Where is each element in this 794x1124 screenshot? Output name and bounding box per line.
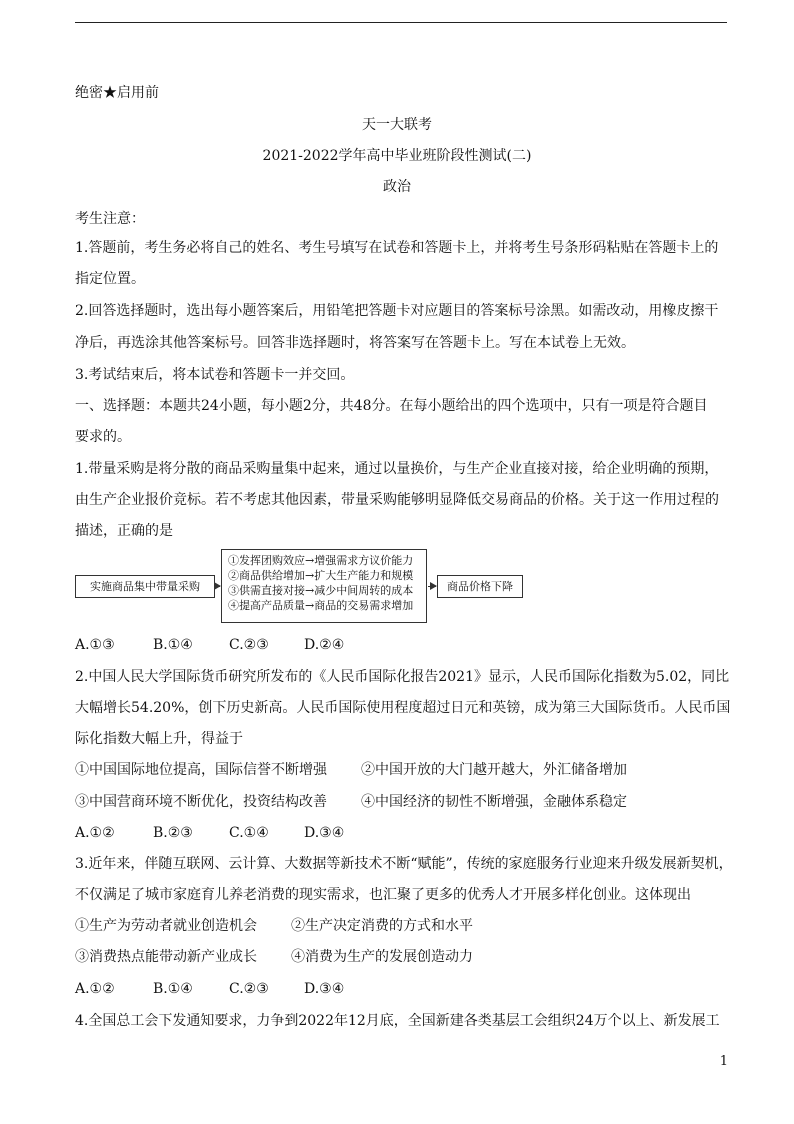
q1-diagram-arrow-left — [214, 586, 220, 587]
q3-items-row1 — [75, 917, 473, 935]
q3-items-row2 — [75, 948, 473, 966]
q2-items-row1 — [75, 761, 627, 779]
q1-diagram-item: ③供需直接对接→减少中间周转的成本 — [228, 584, 414, 597]
q3-item-4: ④消费为生产的发展创造动力 — [291, 949, 473, 965]
q2-stem-c: 际化指数大幅上升，得益于 — [75, 731, 243, 747]
q2-item-2: ②中国开放的大门越开越大，外汇储备增加 — [361, 762, 627, 778]
notice-2a: 2.回答选择题时，选出每小题答案后，用铅笔把答题卡对应题目的答案标号涂黑。如需改动，用橡皮擦干 — [75, 303, 719, 319]
option-a[interactable]: A.①② — [75, 825, 115, 841]
option-b[interactable]: B.①④ — [153, 981, 193, 997]
q1-stem-b: 由生产企业报价竞标。若不考虑其他因素，带量采购能够明显降低交易商品的价格。关于这一作用过程的 — [75, 492, 719, 508]
option-a[interactable]: A.①③ — [75, 637, 115, 653]
q1-stem-a: 1.带量采购是将分散的商品采购量集中起来，通过以量换价，与生产企业直接对接，给企业明确的预期， — [75, 461, 719, 477]
exam-org: 天一大联考 — [362, 117, 432, 133]
page-number: 1 — [719, 1054, 728, 1069]
exam-subject: 政治 — [383, 179, 411, 195]
option-b[interactable]: B.①④ — [153, 637, 193, 653]
option-c[interactable]: C.②③ — [229, 637, 269, 653]
notice-heading: 考生注意： — [75, 211, 145, 227]
q1-diagram-item: ④提高产品质量→商品的交易需求增加 — [228, 599, 414, 612]
option-c[interactable]: C.②③ — [229, 981, 269, 997]
q1-diagram-item: ①发挥团购效应→增强需求方议价能力 — [228, 554, 414, 567]
q3-stem-a: 3.近年来，伴随互联网、云计算、大数据等新技术不断“赋能”，传统的家庭服务行业迎来升级发展新契机， — [75, 856, 733, 872]
q1-diagram-right-box: 商品价格下降 — [437, 575, 523, 598]
q1-options — [75, 636, 344, 654]
q3-stem-b: 不仅满足了城市家庭育儿养老消费的现实需求，也汇聚了更多的优秀人才开展多样化创业。这体现出 — [75, 887, 691, 903]
q1-diagram-arrow-right — [428, 586, 436, 587]
q1-diagram-item: ②商品供给增加→扩大生产能力和规模 — [228, 569, 414, 582]
option-d[interactable]: D.②④ — [304, 637, 345, 653]
option-d[interactable]: D.③④ — [304, 981, 345, 997]
option-d[interactable]: D.③④ — [304, 825, 345, 841]
notice-3: 3.考试结束后，将本试卷和答题卡一并交回。 — [75, 367, 355, 383]
q3-item-1: ①生产为劳动者就业创造机会 — [75, 918, 257, 934]
q1-diagram-left-box: 实施商品集中带量采购 — [75, 575, 215, 598]
q2-item-3: ③中国营商环境不断优化，投资结构改善 — [75, 794, 327, 810]
option-c[interactable]: C.①④ — [229, 825, 269, 841]
exam-title: 2021-2022学年高中毕业班阶段性测试(二) — [262, 148, 532, 164]
q1-diagram-mid-box — [221, 549, 427, 623]
q3-options — [75, 980, 344, 998]
section-heading-a: 一、选择题：本题共24小题，每小题2分，共48分。在每小题给出的四个选项中，只有一项是符合题目 — [75, 398, 708, 414]
q2-stem-a: 2.中国人民大学国际货币研究所发布的《人民币国际化报告2021》显示，人民币国际化指数为5.02，同比 — [75, 669, 730, 685]
q4-stem-a: 4.全国总工会下发通知要求，力争到2022年12月底，全国新建各类基层工会组织24万个以上、新发展工 — [75, 1013, 720, 1029]
option-a[interactable]: A.①② — [75, 981, 115, 997]
q2-item-1: ①中国国际地位提高，国际信誉不断增强 — [75, 762, 327, 778]
section-heading-b: 要求的。 — [75, 429, 131, 445]
q2-items-row2 — [75, 793, 627, 811]
q2-stem-b: 大幅增长54.20%，创下历史新高。人民币国际使用程度超过日元和英镑，成为第三大国际货币。人民币国 — [75, 700, 731, 716]
q3-item-3: ③消费热点能带动新产业成长 — [75, 949, 257, 965]
q3-item-2: ②生产决定消费的方式和水平 — [291, 918, 473, 934]
q2-item-4: ④中国经济的韧性不断增强，金融体系稳定 — [361, 794, 627, 810]
notice-2b: 净后，再选涂其他答案标号。回答非选择题时，将答案写在答题卡上。写在本试卷上无效。 — [75, 335, 635, 351]
option-b[interactable]: B.②③ — [153, 825, 193, 841]
secret-label: 绝密★启用前 — [75, 85, 159, 101]
notice-1b: 指定位置。 — [75, 271, 145, 287]
notice-1a: 1.答题前，考生务必将自己的姓名、考生号填写在试卷和答题卡上，并将考生号条形码粘贴在答题卡上的 — [75, 240, 719, 256]
q1-stem-c: 描述，正确的是 — [75, 523, 173, 539]
q2-options — [75, 824, 344, 842]
header-rule — [75, 22, 727, 23]
